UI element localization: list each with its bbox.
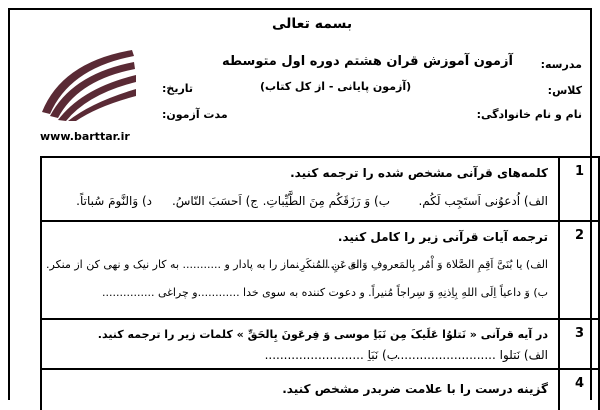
- questions-table: [40, 156, 600, 410]
- exam-sheet: [8, 8, 592, 400]
- logo-icon: [32, 42, 142, 122]
- question-number-column: [558, 158, 598, 410]
- question-item: الف) نَتلوا ..........................: [396, 348, 548, 362]
- school-label: مدرسه:: [540, 58, 582, 71]
- bismillah-heading: بسمه تعالی: [272, 16, 353, 32]
- question-item: الف) اُدعوُنی اَستَجِب لَکُم.: [418, 194, 548, 208]
- question-item: ج) اَحسَبَ النّاسُ.: [171, 194, 258, 208]
- duration-label: مدت آزمون:: [162, 108, 228, 121]
- row-divider: [42, 318, 598, 320]
- question-item: ب) وَ رَزَقَکُم مِنَ الطَّیِّباتِ.: [262, 194, 390, 208]
- question-prompt: گزینه درست را با علامت ضربدر مشخص کنید.: [282, 382, 548, 396]
- exam-subtitle: (آزمون پایانی - از کل کتاب): [260, 80, 412, 93]
- answer-blank-line: ای ............ نماز را به پادار و ........... به کار نیک و نهی کن از منکر.: [46, 258, 360, 271]
- answer-blank-line: و دعوت کننده به سوی خدا ............و چراغی ...............: [102, 286, 365, 299]
- question-number: 4: [574, 376, 584, 391]
- question-item: ب) وَ داعیاً اِلَی اللهِ بِاِذنِهِ وَ سِراجاً مُنیراً.: [368, 286, 548, 299]
- exam-header: [10, 10, 590, 150]
- question-prompt: در آیه قرآنی « نَتلوُا عَلَیکَ مِن نَبَاِ موسی وَ فِرعَونَ بِالحَقِّ » کلمات زیر را ترجمه کنید.: [97, 328, 548, 341]
- date-label: تاریخ:: [162, 82, 194, 95]
- row-divider: [42, 220, 598, 222]
- row-divider: [42, 368, 598, 370]
- question-prompt: کلمه‌های قرآنی مشخص شده را ترجمه کنید.: [290, 166, 548, 180]
- question-item: الف) یا بُنَیَّ اَقِمِ الصَّلاهَ وَ اْمُر بِالمَعروفِ وَانهَ عَنِ المُنکَرِ.: [296, 258, 548, 271]
- question-item: ب) نَبَاِ ..........................: [264, 348, 398, 362]
- question-number: 1: [574, 164, 584, 179]
- question-prompt: ترجمه آیات قرآنی زیر را کامل کنید.: [337, 230, 548, 244]
- exam-title: آزمون آموزش قران هشتم دوره اول متوسطه: [222, 54, 513, 69]
- name-label: نام و نام خانوادگی:: [476, 108, 582, 121]
- question-number: 2: [574, 228, 584, 243]
- class-label: کلاس:: [547, 84, 582, 97]
- website-url: www.barttar.ir: [40, 130, 130, 143]
- question-number: 3: [574, 326, 584, 341]
- question-item: د) وَالنَّومَ سُباتاً.: [76, 194, 152, 208]
